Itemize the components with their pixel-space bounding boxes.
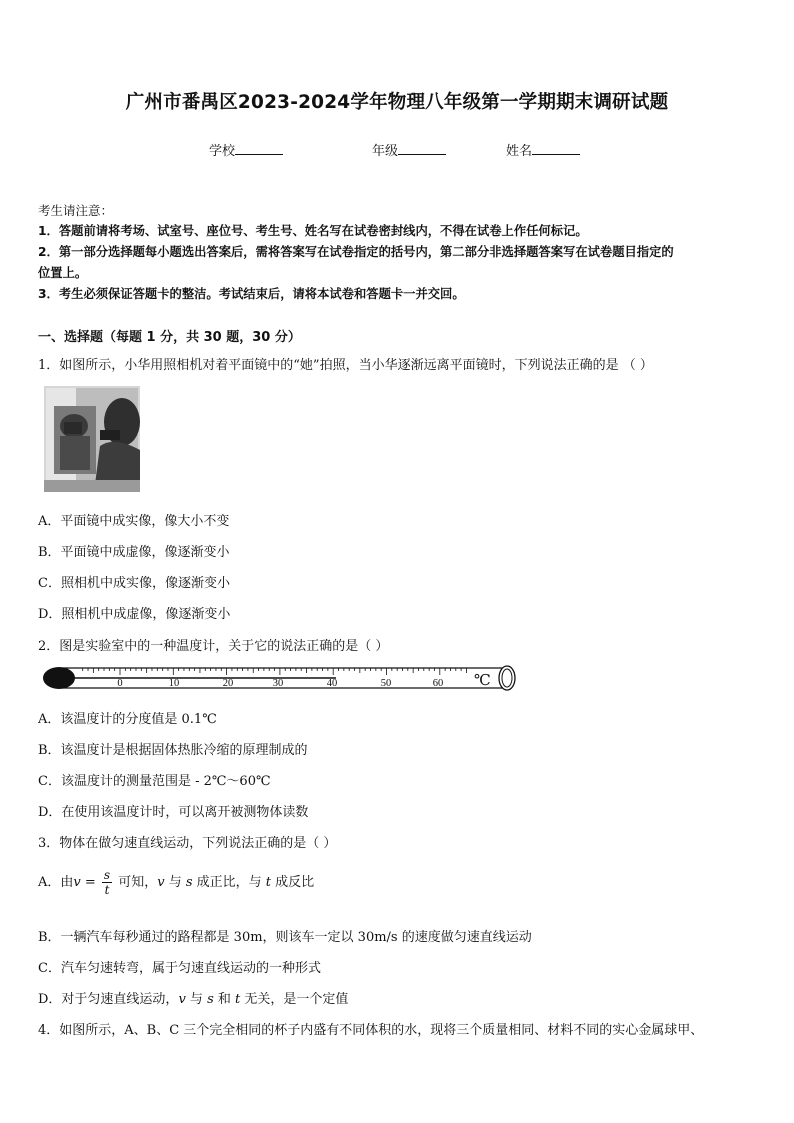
thermometer-unit: ℃ [474, 671, 491, 689]
grade-field [372, 140, 446, 159]
notice-item: 3．考生必须保证答题卡的整洁。考试结束后，请将本试卷和答题卡一并交回。 [38, 287, 465, 301]
var-t: t [235, 992, 241, 1007]
name-label: 姓名 [506, 144, 533, 159]
fraction-numerator: s [103, 868, 111, 882]
var-t: t [265, 875, 272, 890]
scale-label-50: 50 [380, 678, 392, 689]
scale-label-10: 10 [168, 678, 180, 689]
var-s: s [207, 992, 214, 1007]
notice-item: 位置上。 [38, 266, 88, 280]
scale-label-60: 60 [432, 678, 444, 689]
section-heading: 一、选择题（每题 1 分，共 30 题，30 分） [38, 330, 301, 345]
question-3-option-d [38, 988, 348, 1007]
fraction-s-over-t [102, 868, 112, 897]
var-s: s [185, 875, 193, 890]
page-title: 广州市番禺区2023-2024学年物理八年级第一学期期末调研试题 [125, 92, 669, 113]
grade-label: 年级 [372, 144, 399, 159]
question-2-option-d: D．在使用该温度计时，可以离开被测物体读数 [38, 805, 309, 820]
question-3-option-c: C．汽车匀速转弯，属于匀速直线运动的一种形式 [38, 961, 321, 976]
question-3-stem: 3．物体在做匀速直线运动，下列说法正确的是（ ） [38, 836, 337, 851]
school-blank [235, 140, 283, 155]
school-label: 学校 [209, 144, 236, 159]
question-4-stem: 4．如图所示，A、B、C 三个完全相同的杯子内盛有不同体积的水，现将三个质量相同、材料不同的实心金属球甲、 [38, 1023, 704, 1038]
equals-sign: = [80, 875, 100, 890]
school-field [209, 140, 283, 159]
text-segment: 无关，是一个定值 [240, 992, 349, 1007]
text-segment: 成正比，与 [192, 875, 266, 890]
question-2-option-a: A．该温度计的分度值是 0.1℃ [38, 712, 217, 727]
question-3-option-a [38, 868, 314, 897]
thermometer-diagram [40, 660, 520, 696]
name-blank [532, 140, 580, 155]
question-3-option-b: B．一辆汽车每秒通过的路程都是 30m，则该车一定以 30m/s 的速度做匀速直线运动 [38, 930, 532, 945]
scale-label-0: 0 [117, 678, 123, 689]
question-1-option-b: B．平面镜中成虚像，像逐渐变小 [38, 545, 230, 560]
option-d-prefix: D．对于匀速直线运动， [38, 992, 179, 1007]
student-info-row [0, 140, 794, 162]
notice-heading: 考生请注意： [38, 203, 114, 218]
text-segment: 成反比 [271, 875, 315, 890]
question-2-option-c: C．该温度计的测量范围是 - 2℃～60℃ [38, 774, 271, 789]
mirror-photo-image [44, 386, 140, 492]
question-1-option-d: D．照相机中成虚像，像逐渐变小 [38, 607, 231, 622]
notice-block [38, 200, 758, 305]
scale-label-20: 20 [222, 678, 234, 689]
text-segment: 可知， [114, 875, 158, 890]
notice-item: 1．答题前请将考场、试室号、座位号、考生号、姓名写在试卷密封线内，不得在试卷上作任何标记。 [38, 224, 588, 238]
text-segment: 与 [164, 875, 186, 890]
scale-label-40: 40 [326, 678, 338, 689]
option-a-prefix: A．由 [38, 875, 74, 890]
name-field [506, 140, 580, 159]
question-1-option-a: A．平面镜中成实像，像大小不变 [38, 514, 230, 529]
grade-blank [398, 140, 446, 155]
scale-label-30: 30 [272, 678, 284, 689]
fraction-denominator: t [104, 883, 110, 897]
question-1-stem: 1．如图所示，小华用照相机对着平面镜中的“她”拍照，当小华逐渐远离平面镜时，下列说法正确的是 （ ） [38, 358, 653, 373]
question-2-stem: 2．图是实验室中的一种温度计，关于它的说法正确的是（ ） [38, 639, 389, 654]
text-segment: 与 [185, 992, 208, 1007]
var-v: v [73, 875, 81, 890]
var-v: v [157, 875, 165, 890]
question-2-option-b: B．该温度计是根据固体热胀冷缩的原理制成的 [38, 743, 308, 758]
notice-item: 2．第一部分选择题每小题选出答案后，需将答案写在试卷指定的括号内，第二部分非选择题答案写在试卷题目指定的 [38, 245, 674, 259]
text-segment: 和 [213, 992, 235, 1007]
var-v: v [178, 992, 186, 1007]
question-1-option-c: C．照相机中成实像，像逐渐变小 [38, 576, 230, 591]
